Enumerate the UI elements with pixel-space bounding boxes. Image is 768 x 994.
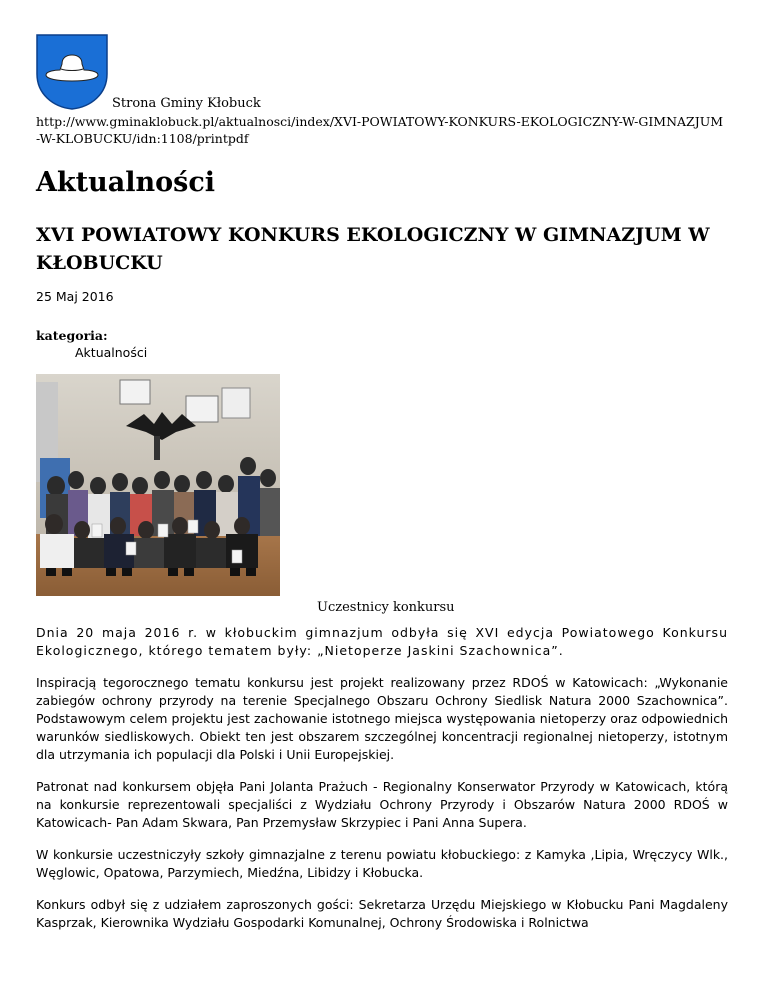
- category-label: kategoria:: [36, 328, 108, 343]
- paragraph-1: Dnia 20 maja 2016 r. w kłobuckim gimnazjum odbyła się XVI edycja Powiatowego Konkursu Ekologicznego, którego tematem były: „Nietoperze Jaskini Szachownica”.: [36, 625, 728, 658]
- article-photo: [36, 374, 280, 596]
- page-url[interactable]: http://www.gminaklobuck.pl/aktualnosci/index/XVI-POWIATOWY-KONKURS-EKOLOGICZNY-W-GIMNAZJUM-W-KLOBUCKU/idn:1108/printpdf: [36, 114, 724, 146]
- coat-of-arms-icon: [36, 34, 108, 110]
- paragraph-5: Konkurs odbył się z udziałem zaproszonych gości: Sekretarza Urzędu Miejskiego w Kłobucku Pani Magdaleny Kasprzak, Kierownika Wydziału Gospodarki Komunalnej, Ochrony Środowiska i Rolnictwa: [36, 897, 728, 930]
- print-page: [36, 34, 732, 932]
- section-title: Aktualności: [36, 167, 216, 198]
- header: [36, 34, 732, 110]
- paragraph-3: Patronat nad konkursem objęła Pani Jolanta Prażuch - Regionalny Konserwator Przyrody w Katowicach, którą na konkursie reprezentowali specjaliści z Wydziału Ochrony Przyrody i Obszarów Natura 2000 RDOŚ w Katowicach- Pan Adam Skwara, Pan Przemysław Skrzypiec i Pani Anna Supera.: [36, 779, 728, 830]
- article-title: XVI POWIATOWY KONKURS EKOLOGICZNY W GIMNAZJUM W KŁOBUCKU: [36, 224, 710, 274]
- paragraph-4: W konkursie uczestniczyły szkoły gimnazjalne z terenu powiatu kłobuckiego: z Kamyka ,Lipia, Wręczycy Wlk., Węglowic, Opatowa, Parzymiech, Miedźna, Libidzy i Kłobucka.: [36, 847, 728, 880]
- category-value: Aktualności: [75, 345, 148, 360]
- site-name: Strona Gminy Kłobuck: [112, 96, 261, 111]
- article-date: 25 Maj 2016: [36, 289, 114, 304]
- paragraph-2: Inspiracją tegorocznego tematu konkursu jest projekt realizowany przez RDOŚ w Katowicach: „Wykonanie zabiegów ochrony przyrody na terenie Specjalnego Obszaru Ochrony Siedlisk Natura 2000 Szachownica”. Podstawowym celem projektu jest zachowanie istotnego miejsca występowania nietoperzy oraz odpowiednich warunków siedliskowych. Obiekt ten jest obszarem szczególnej koncentracji regionalnej nietoperzy, istotnym dla utrzymania ich populacji dla Polski i Unii Europejskiej.: [36, 675, 728, 762]
- photo-caption: Uczestnicy konkursu: [317, 600, 455, 615]
